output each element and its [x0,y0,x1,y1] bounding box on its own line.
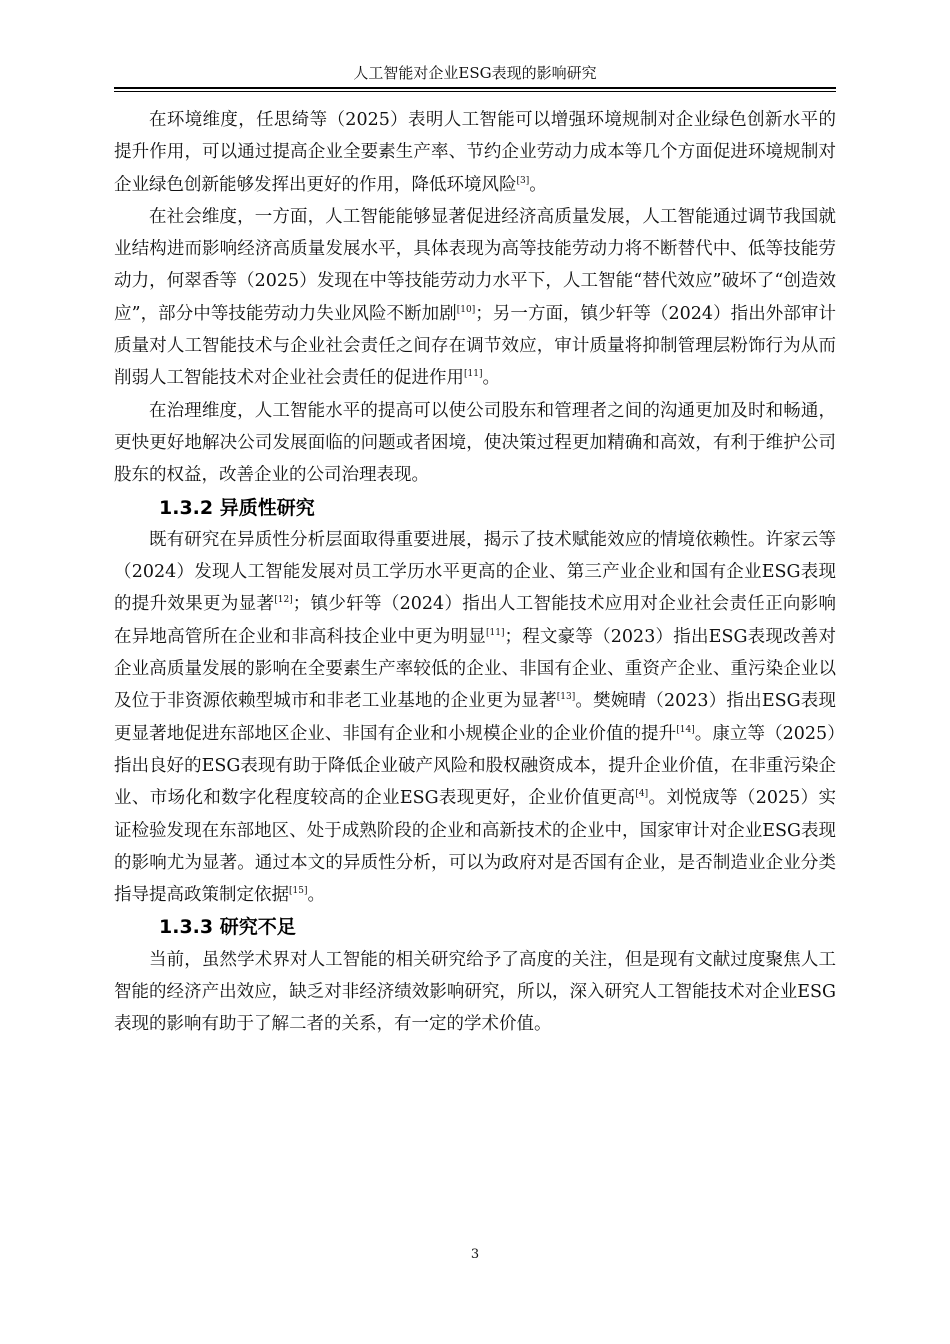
paragraph-shortcomings: 当前，虽然学术界对人工智能的相关研究给予了高度的关注，但是现有文献过度聚焦人工智能的经济产出效应，缺乏对非经济绩效影响研究，所以，深入研究人工智能技术对企业ESG表现的影响有助于了解二者的关系，有一定的学术价值。 [114,949,836,1035]
citation: [15] [289,886,308,897]
citation: [12] [274,595,293,606]
section-heading-shortcomings: 1.3.3 研究不足 [159,916,296,939]
citation: [13] [556,692,576,703]
header-rule-thin [114,91,836,92]
paragraph-governance: 在治理维度，人工智能水平的提高可以使公司股东和管理者之间的沟通更加及时和畅通，更快更好地解决公司发展面临的问题或者困境，使决策过程更加精确和高效，有利于维护公司股东的权益，改善企业的公司治理表现。 [114,400,836,486]
paragraph-social: 在社会维度，一方面，人工智能能够显著促进经济高质量发展，人工智能通过调节我国就业结构进而影响经济高质量发展水平，具体表现为高等技能劳动力将不断替代中、低等技能劳动力，何翠香等（2025）发现在中等技能劳动力水平下，人工智能“替代效应”破坏了“创造效应”，部分中等技能劳动力失业风险不断加剧[10]；另一方面，镇少轩等（2024）指出外部审计质量对人工智能技术与企业社会责任之间存在调节效应，审计质量将抑制管理层粉饰行为从而削弱人工智能技术对企业社会责任的促进作用[11]。 [114,206,836,389]
running-header: 人工智能对企业ESG表现的影响研究 [353,64,597,82]
citation: [3] [516,175,530,186]
body-text [114,104,836,1041]
citation: [4] [635,789,649,800]
paragraph-heterogeneity: 既有研究在异质性分析层面取得重要进展，揭示了技术赋能效应的情境依赖性。许家云等（2024）发现人工智能发展对员工学历水平更高的企业、第三产业企业和国有企业ESG表现的提升效果更为显著[12]；镇少轩等（2024）指出人工智能技术应用对企业社会责任正向影响在异地高管所在企业和非高科技企业中更为明显[11]；程文豪等（2023）指出ESG表现改善对企业高质量发展的影响在全要素生产率较低的企业、非国有企业、重资产企业、重污染企业以及位于非资源依赖型城市和非老工业基地的企业更为显著[13]。樊婉晴（2023）指出ESG表现更显著地促进东部地区企业、非国有企业和小规模企业的企业价值的提升[14]。康立等（2025）指出良好的ESG表现有助于降低企业破产风险和股权融资成本，提升企业价值，在非重污染企业、市场化和数字化程度较高的企业ESG表现更好，企业价值更高[4]。刘悦宬等（2025）实证检验发现在东部地区、处于成熟阶段的企业和高新技术的企业中，国家审计对企业ESG表现的影响尤为显著。通过本文的异质性分析，可以为政府对是否国有企业，是否制造业企业分类指导提高政策制定依据[15]。 [114,529,837,906]
citation: [10] [456,304,476,315]
paragraph-environment: 在环境维度，任思绮等（2025）表明人工智能可以增强环境规制对企业绿色创新水平的提升作用，可以通过提高企业全要素生产率、节约企业劳动力成本等几个方面促进环境规制对企业绿色创新能够发挥出更好的作用，降低环境风险[3]。 [114,110,836,195]
citation: [11] [464,369,483,380]
section-heading-heterogeneity: 1.3.2 异质性研究 [159,496,315,519]
page-number: 3 [470,1247,480,1262]
citation: [14] [676,724,695,735]
citation: [11] [486,627,505,638]
header-rule-thick [114,87,836,89]
